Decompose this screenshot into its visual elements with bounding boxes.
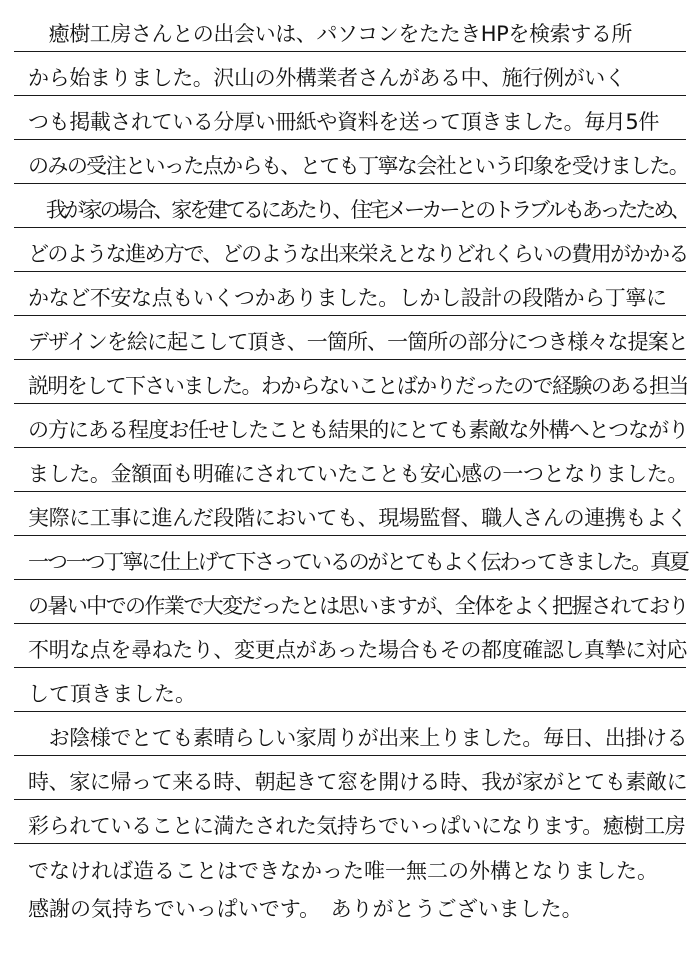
letter-line-2: から始まりました。沢山の外構業者さんがある中、施行例がいく <box>28 66 626 90</box>
ruled-line <box>14 756 686 800</box>
ruled-line <box>14 96 686 140</box>
letter-line-16: して頂きました。 <box>28 682 196 706</box>
letter-line-1: 癒樹工房さんとの出会いは、パソコンをたたきHPを検索する所 <box>28 22 633 46</box>
letter-line-6: どのような進め方で、どのような出来栄えとなりどれくらいの費用がかかる <box>28 242 688 266</box>
ruled-line <box>14 228 686 272</box>
ruled-line <box>14 448 686 492</box>
letter-line-10: の方にある程度お任せしたことも結果的にとても素敵な外構へとつながり <box>28 418 689 442</box>
letter-line-13: 一つ一つ丁寧に仕上げて下さっているのがとてもよく伝わってきました。真夏 <box>28 550 688 574</box>
letter-line-21: 感謝の気持ちでいっぱいです。 ありがとうございました。 <box>28 897 583 921</box>
letter-line-9: 説明をして下さいました。わからないことばかりだったので経験のある担当 <box>28 374 688 398</box>
letter-line-15: 不明な点を尋ねたり、変更点があった場合もその都度確認し真摯に対応 <box>28 638 687 662</box>
letter-line-8: デザインを絵に起こして頂き、一箇所、一箇所の部分につき様々な提案と <box>28 330 688 354</box>
letter-line-18: 時、家に帰って来る時、朝起きて窓を開ける時、我が家がとても素敵に <box>28 770 688 794</box>
letter-line-12: 実際に工事に進んだ段階においても、現場監督、職人さんの連携もよく <box>28 506 688 530</box>
letter-line-19: 彩られていることに満たされた気持ちでいっぱいになります。癒樹工房 <box>28 814 686 838</box>
ruled-line <box>14 580 686 624</box>
ruled-line <box>14 52 686 96</box>
ruled-line <box>14 800 686 844</box>
letter-line-5: 我が家の場合、家を建てるにあたり、住宅メーカーとのトラブルもあったため、 <box>28 198 689 222</box>
ruled-line <box>14 140 689 184</box>
letter-line-11: ました。金額面も明確にされていたことも安心感の一つとなりました。 <box>28 462 688 486</box>
ruled-line <box>14 360 686 404</box>
ruled-line <box>14 184 689 228</box>
ruled-line <box>14 492 686 536</box>
letter-line-7: かなど不安な点もいくつかありました。しかし設計の段階から丁寧に <box>28 286 667 310</box>
ruled-line <box>14 668 686 712</box>
text-line <box>14 882 686 926</box>
ruled-line <box>14 272 686 316</box>
ruled-line <box>14 624 686 668</box>
letter-line-14: の暑い中での作業で大変だったとは思いますが、全体をよく把握されており <box>28 594 688 618</box>
letter-line-3: つも掲載されている分厚い冊紙や資料を送って頂きました。毎月5件 <box>28 110 659 134</box>
ruled-line <box>14 404 689 448</box>
letter-line-20: でなければ造ることはできなかった唯一無二の外構となりました。 <box>28 859 658 883</box>
ruled-line <box>14 536 686 580</box>
ruled-line <box>14 316 686 360</box>
letter-line-17: お陰様でとても素晴らしい家周りが出来上りました。毎日、出掛ける <box>28 726 688 750</box>
ruled-line <box>14 8 686 52</box>
letter-line-4: のみの受注といった点からも、とても丁寧な会社という印象を受けました。 <box>28 154 689 178</box>
ruled-line <box>14 712 686 756</box>
